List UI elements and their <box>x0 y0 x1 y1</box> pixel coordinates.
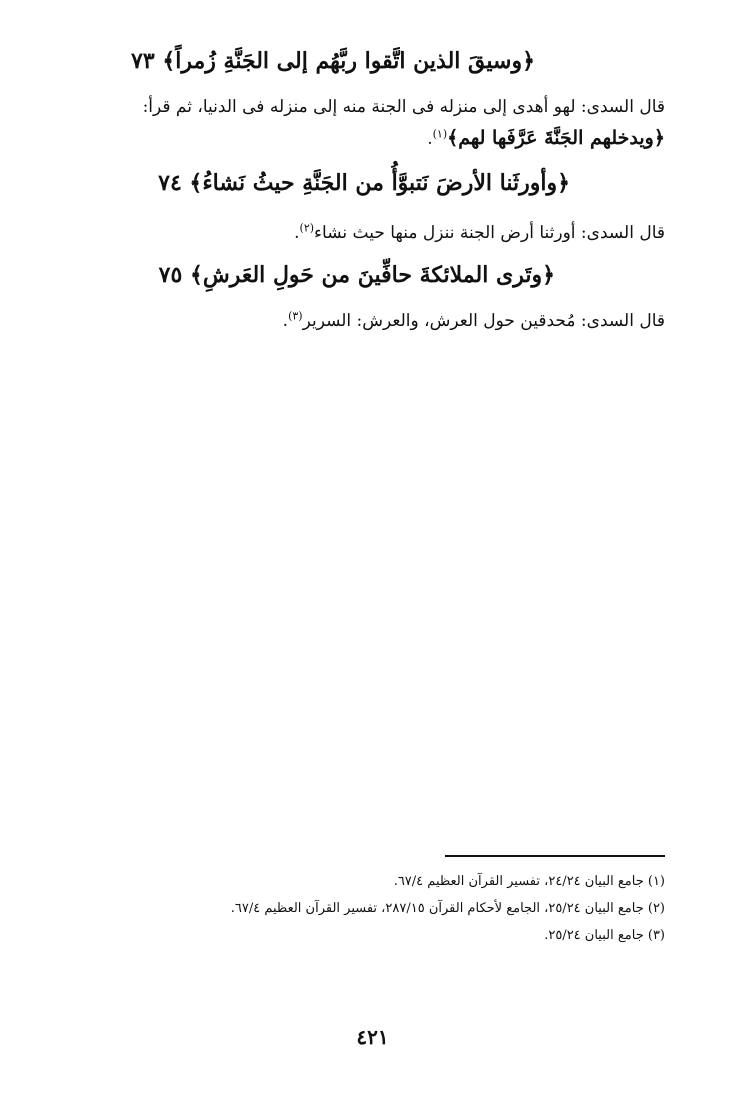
page-number: ٤٢١ <box>356 1025 389 1049</box>
footnote-1: (١) جامع البيان ٢٤/٢٤، تفسير القرآن العظيم ٦٧/٤. <box>393 874 665 889</box>
verse-73: ﴿وسيقَ الذين اتَّقوا ربَّهُم إلى الجَنَّةِ زُمراً﴾ ٧٣ <box>131 48 535 74</box>
verse-75: ﴿وتَرى الملائكةَ حافِّينَ من حَولِ العَرشِ﴾ ٧٥ <box>158 262 555 288</box>
footnote-ref-3: (٣) <box>288 309 303 323</box>
quoted-verse: ﴿ويدخلهم الجَنَّةَ عَرَّفَها لهم﴾ <box>447 127 665 149</box>
commentary-2 <box>294 218 665 248</box>
period: . <box>282 311 289 331</box>
commentary-3-text: قال السدى: مُحدقين حول العرش، والعرش: السرير <box>302 311 665 331</box>
footnote-3: (٣) جامع البيان ٢٥/٢٤. <box>544 928 665 943</box>
commentary-1-line-2 <box>427 123 665 154</box>
period: . <box>294 223 300 243</box>
footnote-separator <box>445 855 665 857</box>
commentary-1-line-1: قال السدى: لهو أهدى إلى منزله فى الجنة منه إلى منزله فى الدنيا، ثم قرأ: <box>142 97 665 117</box>
period: . <box>427 129 433 149</box>
verse-74: ﴿وأورثَنا الأرضَ نَتبوَّأُ من الجَنَّةِ حيثُ نَشاءُ﴾ ٧٤ <box>158 170 570 196</box>
footnote-ref-2: (٢) <box>299 221 315 235</box>
commentary-2-text: قال السدى: أورثنا أرض الجنة ننزل منها حيث نشاء <box>314 223 665 243</box>
footnote-ref-1: (١) <box>432 127 448 141</box>
footnote-2: (٢) جامع البيان ٢٥/٢٤، الجامع لأحكام القرآن ٢٨٧/١٥، تفسير القرآن العظيم ٦٧/٤. <box>230 901 665 916</box>
commentary-3 <box>283 306 665 336</box>
